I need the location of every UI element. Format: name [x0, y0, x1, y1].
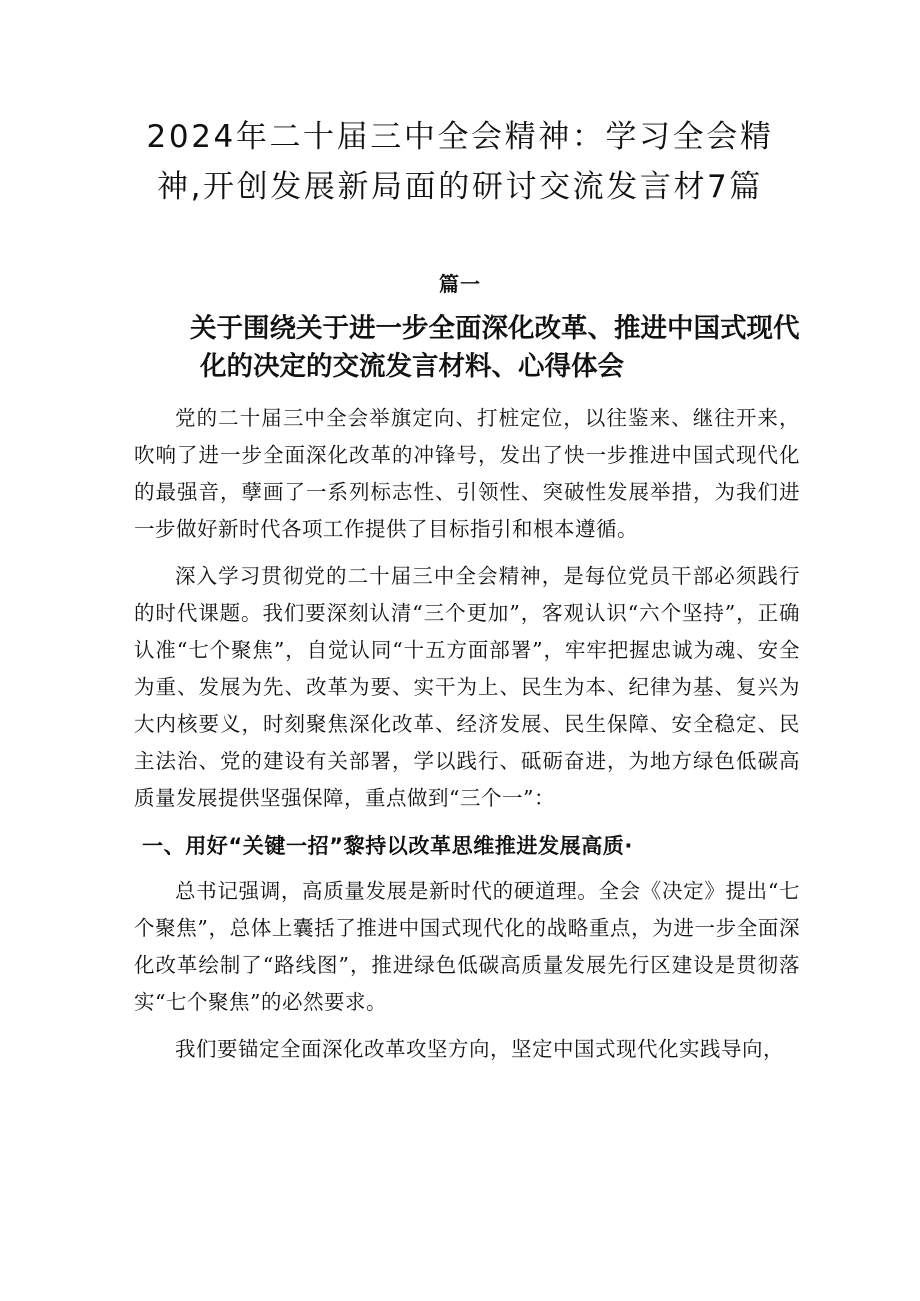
paragraph-3: 总书记强调，高质量发展是新时代的硬道理。全会《决定》提出“七个聚焦”，总体上囊括了推进中国式现代化的战略重点，为进一步全面深化改革绘制了“路线图”，推进绿色低碳高质量发展先行区建设是贯彻落实“七个聚焦”的必然要求。: [134, 879, 800, 1014]
document-title: 2024年二十届三中全会精神：学习全会精神,开创发展新局面的研讨交流发言材7篇: [146, 119, 774, 205]
paragraph-4: 我们要锚定全面深化改革攻坚方向，坚定中国式现代化实践导向，: [175, 1037, 784, 1061]
subheading-1: 一、用好“关键一招”黎持以改革思维推进发展高质·: [142, 834, 633, 858]
paragraph-1: 党的二十届三中全会举旗定向、打桩定位，以往鉴来、继往开来，吹响了进一步全面深化改革的冲锋号，发出了快一步推进中国式现代化的最强音，孽画了一系列标志性、引领性、突破性发展举措，为我们进一步做好新时代各项工作提供了目标指引和根本遵循。: [134, 406, 800, 541]
article-title-line-1: 关于围绕关于进一步全面深化改革、推进中国式现代: [190, 313, 800, 344]
body-text: [134, 400, 800, 1078]
paragraph-2: 深入学习贯彻党的二十届三中全会精神，是每位党员干部必须践行的时代课题。我们要深刻认清“三个更加”，客观认识“六个坚持”，正确认准“七个聚焦”，自觉认同“十五方面部署”，牢牢把握忠诚为魂、安全为重、发展为先、改革为要、实干为上、民生为本、纪律为基、复兴为大内核要义，时刻聚焦深化改革、经济发展、民生保障、安全稳定、民主法治、党的建设有关部署，学以践行、砥砺奋进，为地方绿色低碳高质量发展提供坚强保障，重点做到“三个一”：: [134, 564, 800, 810]
section-label: 篇一: [439, 272, 481, 296]
article-title-line-2: 化的决定的交流发言材料、心得体会: [200, 351, 624, 382]
article-title: [190, 310, 810, 386]
